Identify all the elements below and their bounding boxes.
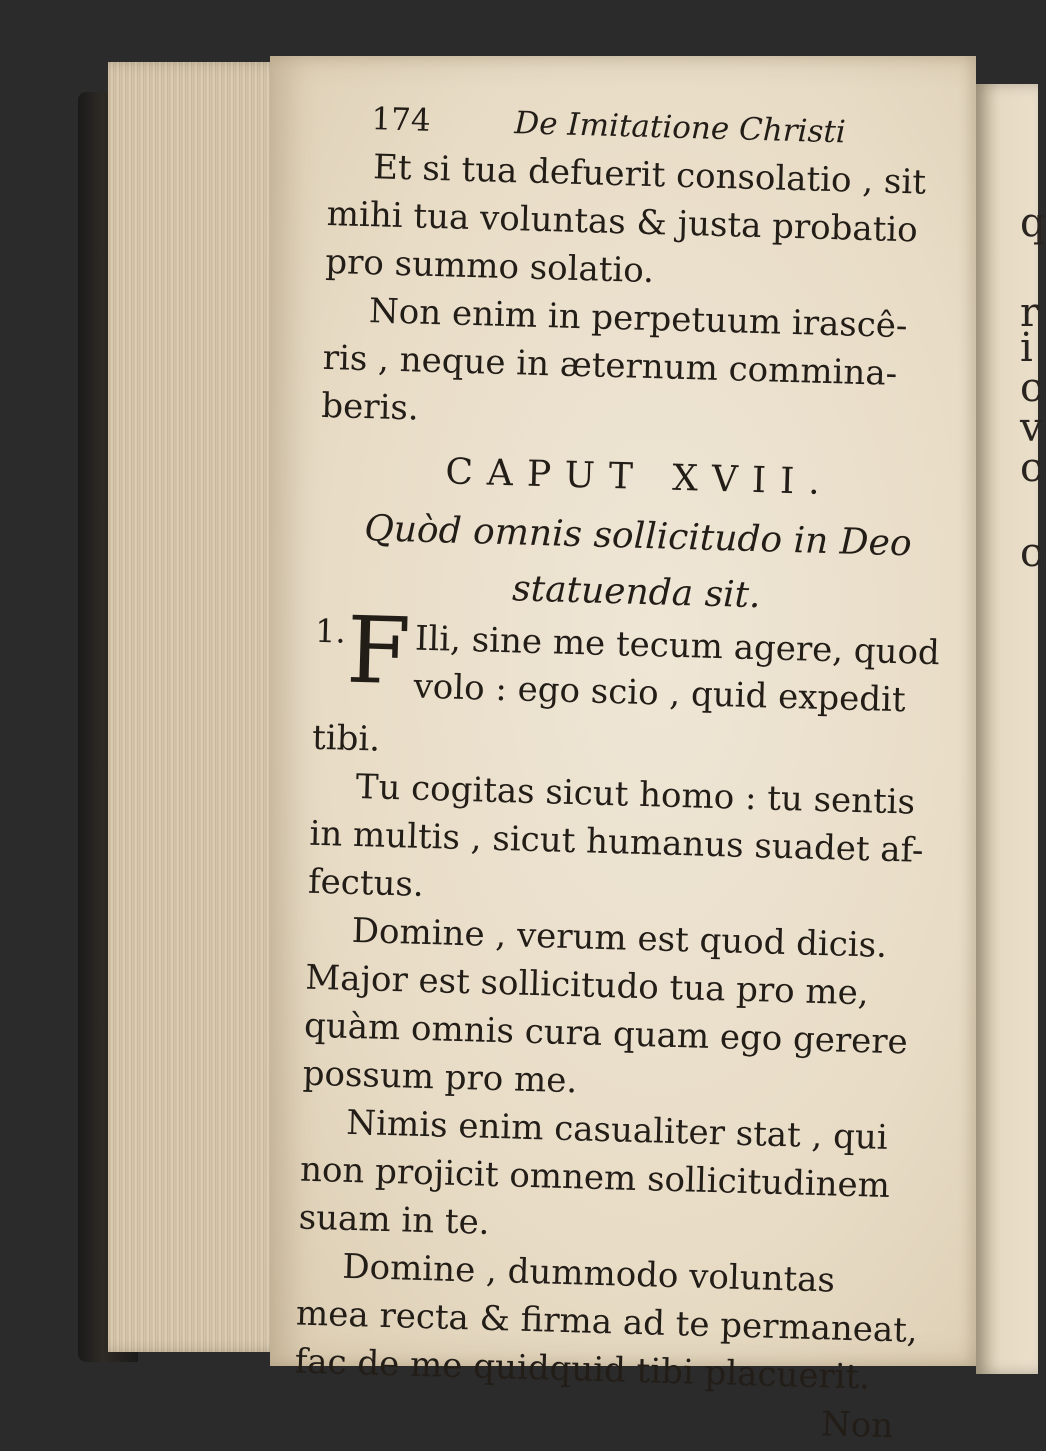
text-line: fectus. <box>307 861 425 905</box>
text-line: Tu cogitas sicut homo : tu sentis <box>355 766 916 823</box>
facing-letter: i <box>1020 325 1033 371</box>
facing-page-edge <box>976 84 1038 1374</box>
facing-letter: c <box>1020 530 1043 576</box>
facing-letter: r <box>1020 290 1040 336</box>
page-edges <box>108 62 288 1352</box>
text-line: Domine , verum est quod dicis. <box>351 910 888 966</box>
verse-number: 1. <box>314 611 347 651</box>
text-line: mea recta & firma ad te permaneat, <box>295 1293 919 1351</box>
text-line: Nimis enim casualiter stat , qui <box>345 1102 889 1158</box>
text-line: in multis , sicut humanus suadet af- <box>308 813 925 871</box>
chapter-heading: CAPUT XVII. <box>444 451 835 504</box>
text-line: possum pro me. <box>302 1053 578 1102</box>
text-line: quàm omnis cura quam ego gerere <box>303 1005 909 1063</box>
facing-letter: q <box>1020 200 1046 246</box>
facing-letter: c <box>1020 365 1043 411</box>
chapter-subtitle: Quòd omnis sollicitudo in Deo <box>363 508 913 565</box>
text-line: non projicit omnem sollicitudinem <box>299 1149 891 1207</box>
page-text <box>293 100 970 1451</box>
text-line: volo : ego scio , quid expedit <box>413 666 907 721</box>
drop-cap: F <box>345 596 412 706</box>
running-title: De Imitatione Christi <box>513 105 847 151</box>
verse-1 <box>313 596 956 732</box>
text-line: Domine , dummodo voluntas <box>341 1246 836 1301</box>
text-line: Major est sollicitudo tua pro me, <box>304 957 870 1014</box>
catchword: Non <box>820 1404 894 1447</box>
page-number: 174 <box>370 101 432 139</box>
text-line: beris. <box>320 385 420 429</box>
facing-letter: c <box>1020 445 1043 491</box>
text-line: Et si tua defuerit consolatio , sit <box>372 147 927 203</box>
text-line: tibi. <box>311 717 381 760</box>
chapter-subtitle: statuenda sit. <box>511 568 762 617</box>
text-line: Non enim in perpetuum irascê- <box>368 291 908 347</box>
text-line: mihi tua voluntas & justa probatio <box>326 193 919 251</box>
text-line: ris , neque in æternum commina- <box>322 337 898 394</box>
text-line: suam in te. <box>298 1197 491 1243</box>
text-line: fac de me quidquid tibi placuerit. <box>294 1341 871 1398</box>
facing-letter: v <box>1020 405 1043 451</box>
text-line: Ili, sine me tecum agere, quod <box>414 618 941 674</box>
text-line: pro summo solatio. <box>324 241 655 292</box>
